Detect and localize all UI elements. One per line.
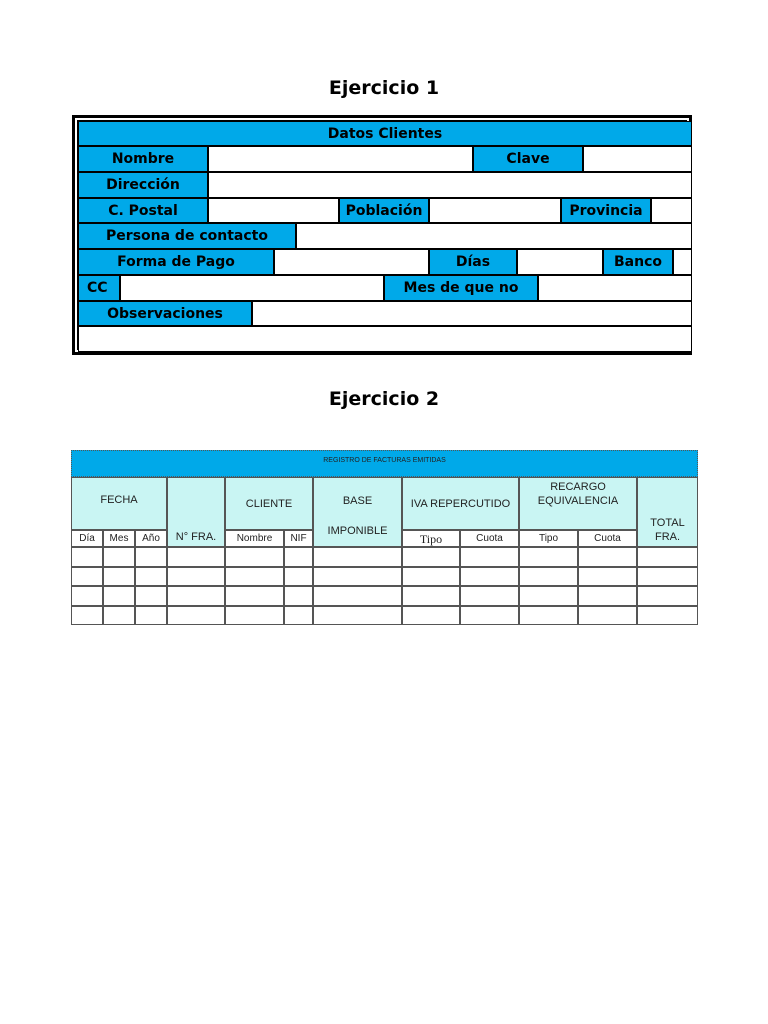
table-cell[interactable]	[578, 586, 637, 606]
table-cell[interactable]	[402, 586, 460, 606]
table-cell[interactable]	[71, 567, 103, 587]
recargo-equivalencia-header: RECARGO EQUIVALENCIA	[519, 477, 637, 530]
persona-contacto-field[interactable]	[296, 223, 692, 249]
observaciones-label: Observaciones	[78, 301, 252, 326]
base-imponible-header	[313, 477, 402, 547]
table-cell[interactable]	[637, 547, 698, 567]
recargo-cuota-subheader: Cuota	[578, 530, 637, 547]
table-cell[interactable]	[167, 586, 225, 606]
nfra-header: N° FRA.	[167, 477, 225, 547]
nombre-field[interactable]	[208, 146, 473, 172]
nif-subheader: NIF	[284, 530, 313, 547]
dia-subheader: Día	[71, 530, 103, 547]
table-cell[interactable]	[167, 547, 225, 567]
table-cell[interactable]	[313, 586, 402, 606]
table-cell[interactable]	[637, 586, 698, 606]
persona-contacto-label: Persona de contacto	[78, 223, 296, 249]
table-cell[interactable]	[103, 586, 135, 606]
table-cell[interactable]	[284, 567, 313, 587]
table-cell[interactable]	[167, 567, 225, 587]
direccion-field[interactable]	[208, 172, 692, 198]
poblacion-label: Población	[339, 198, 429, 223]
table-cell[interactable]	[578, 547, 637, 567]
table-cell[interactable]	[637, 606, 698, 626]
clave-field[interactable]	[583, 146, 692, 172]
table-cell[interactable]	[402, 606, 460, 626]
table-cell[interactable]	[578, 606, 637, 626]
table-cell[interactable]	[460, 547, 519, 567]
table-cell[interactable]	[135, 547, 167, 567]
table-cell[interactable]	[460, 567, 519, 587]
ejercicio-2-title: Ejercicio 2	[328, 388, 440, 410]
banco-label: Banco	[603, 249, 673, 275]
table-cell[interactable]	[402, 567, 460, 587]
iva-tipo-subheader: Tipo	[402, 530, 460, 547]
table-cell[interactable]	[519, 547, 578, 567]
observaciones-field[interactable]	[252, 301, 692, 326]
table-cell[interactable]	[284, 547, 313, 567]
table-cell[interactable]	[637, 567, 698, 587]
iva-repercutido-header: IVA REPERCUTIDO	[402, 477, 519, 530]
nombre-label: Nombre	[78, 146, 208, 172]
table-cell[interactable]	[313, 547, 402, 567]
table-cell[interactable]	[519, 567, 578, 587]
table-cell[interactable]	[460, 606, 519, 626]
table-cell[interactable]	[402, 547, 460, 567]
nombre-subheader: Nombre	[225, 530, 284, 547]
table-cell[interactable]	[103, 606, 135, 626]
fecha-header: FECHA	[71, 477, 167, 530]
table-cell[interactable]	[103, 567, 135, 587]
provincia-label: Provincia	[561, 198, 651, 223]
datos-clientes-form	[72, 115, 692, 355]
datos-clientes-header: Datos Clientes	[78, 121, 692, 146]
cc-label: CC	[78, 275, 120, 301]
cpostal-field[interactable]	[208, 198, 339, 223]
table-cell[interactable]	[225, 567, 284, 587]
table-cell[interactable]	[284, 586, 313, 606]
table-cell[interactable]	[135, 567, 167, 587]
table-cell[interactable]	[71, 547, 103, 567]
cliente-header: CLIENTE	[225, 477, 313, 530]
mes-de-que-no-label: Mes de que no	[384, 275, 538, 301]
table-cell[interactable]	[225, 606, 284, 626]
total-fra-header: TOTAL FRA.	[637, 477, 698, 547]
mes-de-que-no-field[interactable]	[538, 275, 692, 301]
forma-pago-field[interactable]	[274, 249, 429, 275]
mes-subheader: Mes	[103, 530, 135, 547]
table-cell[interactable]	[225, 586, 284, 606]
table-cell[interactable]	[135, 586, 167, 606]
table-cell[interactable]	[313, 606, 402, 626]
iva-cuota-subheader: Cuota	[460, 530, 519, 547]
table-cell[interactable]	[519, 606, 578, 626]
table-cell[interactable]	[167, 606, 225, 626]
table-cell[interactable]	[284, 606, 313, 626]
registro-facturas-table	[71, 450, 698, 626]
banco-field[interactable]	[673, 249, 692, 275]
base-label: BASE	[342, 495, 373, 507]
dias-label: Días	[429, 249, 517, 275]
poblacion-field[interactable]	[429, 198, 561, 223]
table-cell[interactable]	[313, 567, 402, 587]
table-cell[interactable]	[71, 606, 103, 626]
dias-field[interactable]	[517, 249, 603, 275]
clave-label: Clave	[473, 146, 583, 172]
provincia-field[interactable]	[651, 198, 692, 223]
registro-facturas-header: REGISTRO DE FACTURAS EMITIDAS	[71, 450, 698, 477]
table-cell[interactable]	[460, 586, 519, 606]
table-cell[interactable]	[225, 547, 284, 567]
imponible-label: IMPONIBLE	[327, 525, 388, 537]
table-cell[interactable]	[71, 586, 103, 606]
cc-field[interactable]	[120, 275, 384, 301]
direccion-label: Dirección	[78, 172, 208, 198]
table-cell[interactable]	[135, 606, 167, 626]
table-cell[interactable]	[519, 586, 578, 606]
forma-pago-label: Forma de Pago	[78, 249, 274, 275]
ejercicio-1-title: Ejercicio 1	[328, 77, 440, 99]
recargo-tipo-subheader: Tipo	[519, 530, 578, 547]
observaciones-extra-field[interactable]	[78, 326, 692, 352]
cpostal-label: C. Postal	[78, 198, 208, 223]
table-cell[interactable]	[103, 547, 135, 567]
table-cell[interactable]	[578, 567, 637, 587]
ano-subheader: Año	[135, 530, 167, 547]
